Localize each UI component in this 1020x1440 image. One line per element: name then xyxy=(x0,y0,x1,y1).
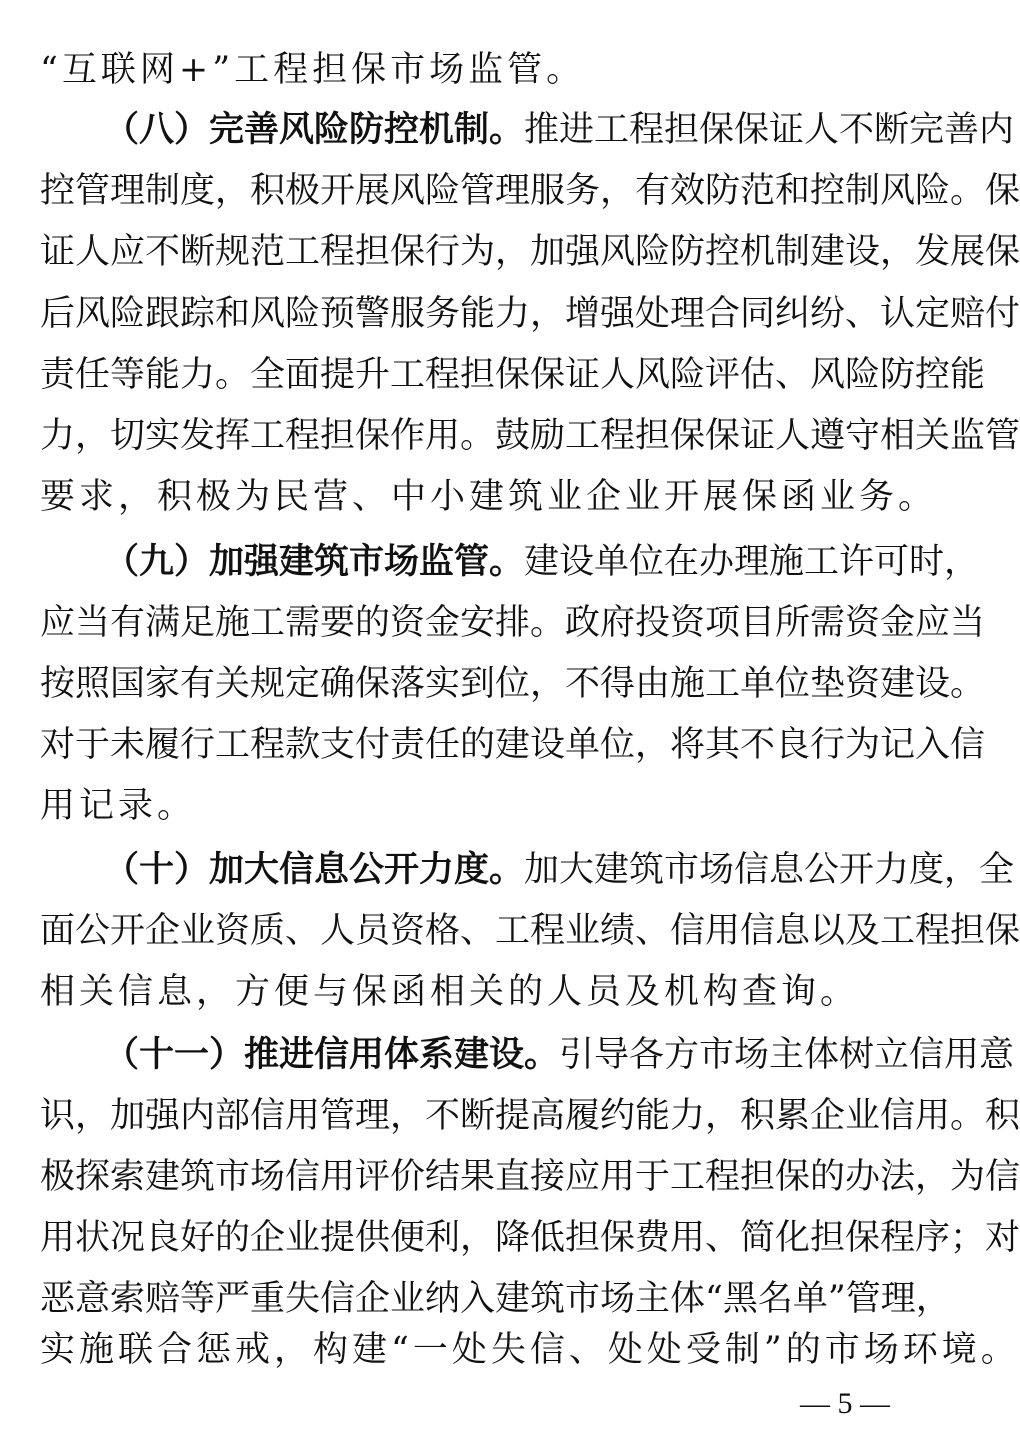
line-text: 力，切实发挥工程担保作用。鼓励工程担保保证人遵守相关监管 xyxy=(40,416,1020,456)
text-line xyxy=(40,1086,1020,1146)
text-line xyxy=(40,345,986,405)
text-line xyxy=(40,161,1020,221)
paragraph-11-first-line xyxy=(104,1025,1015,1085)
line-text: 极探索建筑市场信用评价结果直接应用于工程担保的办法，为信 xyxy=(40,1157,1020,1197)
text-line xyxy=(40,715,986,775)
line-text: 引导各方市场主体树立信用意 xyxy=(559,1035,1015,1075)
paragraph-8-first-line xyxy=(104,100,1015,160)
text-line xyxy=(40,467,938,527)
text-line xyxy=(40,40,914,100)
text-line xyxy=(40,284,1020,344)
paragraph-10-first-line xyxy=(104,840,1015,900)
line-text: 用记录。 xyxy=(40,786,197,826)
line-text: 相关信息，方便与保函相关的人员及机构查询。 xyxy=(40,972,860,1012)
line-text: 责任等能力。全面提升工程担保保证人风险评估、风险防控能 xyxy=(40,355,986,395)
text-line xyxy=(40,1147,1020,1207)
section-heading-8: （八）完善风险防控机制。 xyxy=(104,110,525,150)
line-text: 按照国家有关规定确保落实到位，不得由施工单位垫资建设。 xyxy=(40,664,986,704)
line-text: 加大建筑市场信息公开力度，全 xyxy=(524,850,1015,890)
section-heading-11: （十一）推进信用体系建设。 xyxy=(104,1035,560,1075)
line-text: 推进工程担保保证人不断完善内 xyxy=(524,110,1015,150)
line-text: 实施联合惩戒，构建“一处失信、处处受制”的市场环境。 xyxy=(40,1330,1020,1370)
paragraph-9-first-line xyxy=(104,532,980,592)
line-text: “互联网+”工程担保市场监管。 xyxy=(40,50,586,90)
text-line xyxy=(40,901,1020,961)
page-number: — 5 — xyxy=(800,1387,890,1420)
line-text: 对于未履行工程款支付责任的建设单位，将其不良行为记入信 xyxy=(40,725,986,765)
line-text: 要求，积极为民营、中小建筑业企业开展保函业务。 xyxy=(40,477,938,517)
line-text: 用状况良好的企业提供便利，降低担保费用、简化担保程序；对 xyxy=(40,1218,1020,1258)
line-text: 后风险跟踪和风险预警服务能力，增强处理合同纠纷、认定赔付 xyxy=(40,294,1020,334)
text-line xyxy=(40,1208,1020,1268)
text-line xyxy=(40,222,1020,282)
text-line xyxy=(40,1320,1020,1380)
text-line xyxy=(40,593,986,653)
line-text: 恶意索赔等严重失信企业纳入建筑市场主体“黑名单”管理， xyxy=(40,1279,951,1319)
line-text: 应当有满足施工需要的资金安排。政府投资项目所需资金应当 xyxy=(40,603,986,643)
line-text: 控管理制度，积极开展风险管理服务，有效防范和控制风险。保 xyxy=(40,171,1020,211)
line-text: 识，加强内部信用管理，不断提高履约能力，积累企业信用。积 xyxy=(40,1096,1020,1136)
section-heading-9: （九）加强建筑市场监管。 xyxy=(104,542,525,582)
text-line xyxy=(40,776,914,836)
line-text: 面公开企业资质、人员资格、工程业绩、信用信息以及工程担保 xyxy=(40,911,1020,951)
line-text: 证人应不断规范工程担保行为，加强风险防控机制建设，发展保 xyxy=(40,232,1020,272)
text-line xyxy=(40,654,986,714)
line-text: 建设单位在办理施工许可时， xyxy=(524,542,980,582)
text-line xyxy=(40,406,1020,466)
text-line xyxy=(40,962,914,1022)
section-heading-10: （十）加大信息公开力度。 xyxy=(104,850,525,890)
